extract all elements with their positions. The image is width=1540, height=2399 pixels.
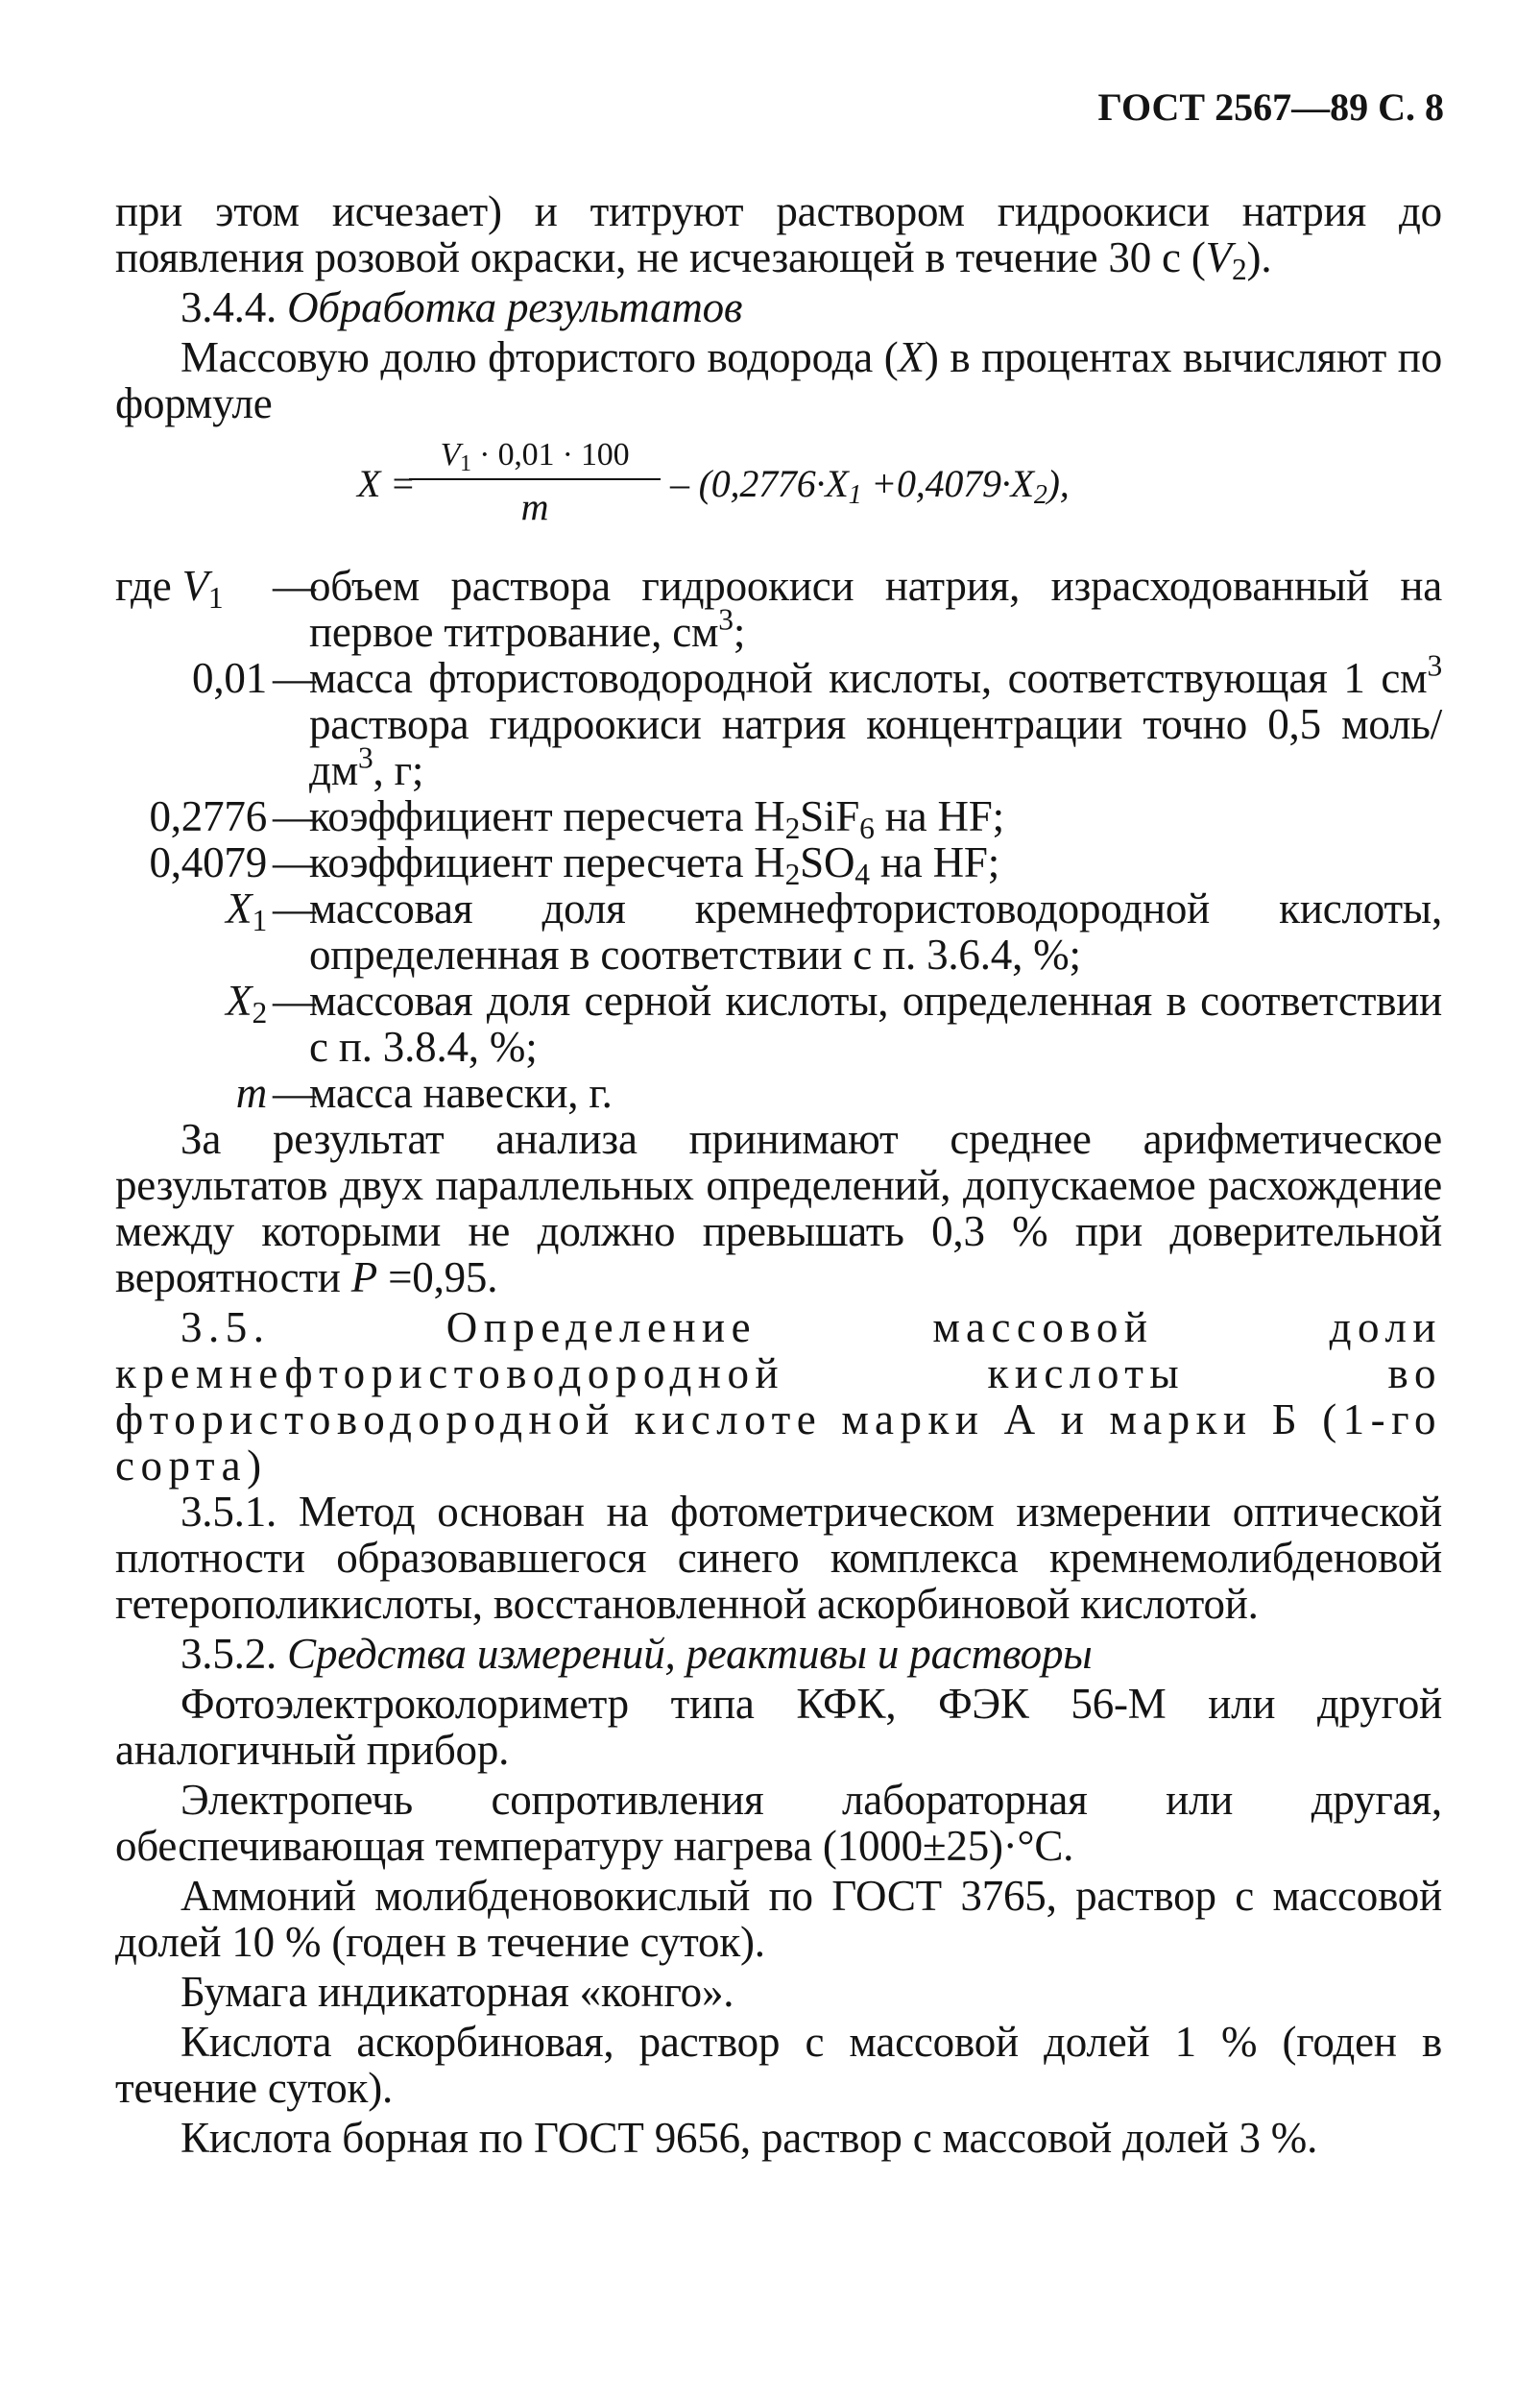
numerator-rest: · 0,01 · 100 xyxy=(470,437,630,473)
formula-rest-sub1: 1 xyxy=(848,480,862,510)
reagent-item: Электропечь сопротивления лабораторная или другая, обеспечивающая температуру нагрева (1000±25)·°С. xyxy=(115,1776,1442,1870)
definition-dash: — xyxy=(273,977,316,1025)
definition-term xyxy=(115,1070,267,1116)
result-paragraph xyxy=(115,1116,1442,1300)
result-text-b: =0,95. xyxy=(377,1253,498,1301)
numerator-var: V xyxy=(440,437,461,473)
definition-desc: массовая доля серной кислоты, определенная в соответствии с п. 3.8.4, %; xyxy=(309,977,1442,1071)
formula-rest-sub2: 2 xyxy=(1033,480,1047,510)
definition-item xyxy=(115,648,1442,794)
desc-sub: 2 xyxy=(784,811,801,845)
section-title: Средства измерений, реактивы и растворы xyxy=(287,1630,1093,1678)
term-var: X xyxy=(226,977,253,1025)
definition-desc xyxy=(309,838,1442,891)
section-3-5-1: 3.5.1. Метод основан на фотометрическом измерении оптической плотности образовавшегося синего комплекса кремнемолибденовой гетерополикислоты, восстановленной аскорбиновой кислотой. xyxy=(115,1488,1442,1628)
term-var: m xyxy=(235,1069,267,1117)
term-var: V xyxy=(181,562,208,610)
desc-sup: 3 xyxy=(357,740,373,775)
definition-desc xyxy=(309,792,1442,845)
definition-term: 0,4079 xyxy=(149,838,267,886)
section-title: Обработка результатов xyxy=(287,283,743,331)
reagent-item: Кислота борная по ГОСТ 9656, раствор с массовой долей 3 %. xyxy=(180,2114,1318,2162)
intro-text: при этом исчезает) и титруют раствором гидроокиси натрия до появления розовой окраски, не исчезающей в течение 30 с ( xyxy=(115,187,1442,281)
document-body xyxy=(115,188,1442,2161)
desc-sub: 6 xyxy=(859,811,875,845)
section-3-5-heading: 3.5. Определение массовой доли кремнефтористоводородной кислоты во фтористоводородной кислоте марки А и марки Б (1-го сорта) xyxy=(115,1303,1442,1490)
desc-text: SiF xyxy=(800,792,860,840)
formula xyxy=(115,434,1442,545)
definition-dash: — xyxy=(273,884,316,933)
desc-sub: 2 xyxy=(784,857,801,891)
desc-text: коэффициент пересчета H xyxy=(309,792,785,840)
definition-term xyxy=(115,977,267,1030)
desc-sup: 3 xyxy=(718,602,734,637)
desc-text: объем раствора гидроокиси натрия, израсходованный на первое титрование, см xyxy=(309,562,1442,656)
desc-sub: 4 xyxy=(854,857,870,891)
desc-end: ; xyxy=(733,608,746,656)
definition-desc xyxy=(309,563,1442,655)
section-number: 3.5.2. xyxy=(180,1630,277,1678)
page-header: ГОСТ 2567—89 С. 8 xyxy=(1097,85,1444,129)
result-var: P xyxy=(350,1253,378,1301)
numerator-var-sub: 1 xyxy=(460,450,471,476)
formula-fraction xyxy=(409,434,661,528)
mass-fraction-var: X xyxy=(898,333,925,381)
definition-item xyxy=(115,885,1442,978)
definition-item xyxy=(115,792,1442,845)
desc-end: , г; xyxy=(373,746,424,794)
definition-dash: — xyxy=(273,838,316,886)
formula-denominator: m xyxy=(520,485,549,528)
formula-rest-mid: +0,4079·X xyxy=(861,462,1034,505)
desc-text: раствора гидроокиси натрия концентрации точно 0,5 моль/дм xyxy=(309,700,1442,794)
reagent-item: Аммоний молибденовокислый по ГОСТ 3765, раствор с массовой долей 10 % (годен в течение суток). xyxy=(115,1872,1442,1966)
term-sub: 2 xyxy=(252,995,267,1030)
intro-var: V xyxy=(1205,233,1232,281)
definition-desc: масса навески, г. xyxy=(309,1069,613,1117)
definition-term: 0,01 xyxy=(192,654,267,702)
mass-fraction-paragraph xyxy=(115,334,1442,426)
desc-text: SO xyxy=(800,838,855,886)
formula-rest-end: ), xyxy=(1047,462,1070,505)
term-sub: 1 xyxy=(252,903,267,937)
desc-end: на HF; xyxy=(874,792,1004,840)
definition-list xyxy=(115,563,1442,1116)
definition-desc: массовая доля кремнефтористоводородной кислоты, определенная в соответствии с п. 3.6.4, %; xyxy=(309,884,1442,979)
definition-item xyxy=(115,978,1442,1070)
desc-text: коэффициент пересчета H xyxy=(309,838,785,886)
definition-term xyxy=(115,562,267,615)
definition-item xyxy=(115,563,1442,655)
section-3-4-4-heading xyxy=(115,284,1442,330)
fraction-bar xyxy=(409,478,661,480)
definition-dash: — xyxy=(273,792,316,840)
intro-var-sub: 2 xyxy=(1231,252,1247,286)
definition-term: 0,2776 xyxy=(149,792,267,840)
definition-item xyxy=(115,1070,1442,1116)
reagent-item: Бумага индикаторная «конго». xyxy=(180,1968,734,2016)
definition-desc xyxy=(309,648,1442,794)
reagent-item: Кислота аскорбиновая, раствор с массовой долей 1 % (годен в течение суток). xyxy=(115,2018,1442,2112)
section-number: 3.4.4. xyxy=(180,283,277,331)
intro-end: ). xyxy=(1246,233,1272,281)
section-3-5-2-heading xyxy=(115,1631,1442,1677)
term-var: X xyxy=(226,884,253,933)
definition-item xyxy=(115,838,1442,891)
formula-numerator xyxy=(409,434,661,476)
definition-dash: — xyxy=(273,1069,316,1117)
formula-rest-a: – (0,2776·X xyxy=(670,462,849,505)
formula-lhs: X = xyxy=(357,462,416,505)
result-text-a: За результат анализа принимают среднее арифметическое результатов двух параллельных определений, допускаемое расхождение между которыми не должно превышать 0,3 % при доверительной вероятности xyxy=(115,1115,1442,1301)
mass-fraction-text-b: ) в процентах вычисляют по формуле xyxy=(115,333,1442,427)
intro-paragraph xyxy=(115,187,1442,286)
desc-sup: 3 xyxy=(1427,648,1442,683)
definition-dash: — xyxy=(273,654,316,702)
reagent-item: Фотоэлектроколориметр типа КФК, ФЭК 56-М или другой аналогичный прибор. xyxy=(115,1680,1442,1774)
term-sub: 1 xyxy=(207,580,224,615)
where-label: где xyxy=(115,562,172,610)
desc-end: на HF; xyxy=(869,838,1000,886)
formula-rest xyxy=(670,461,1070,510)
definition-term xyxy=(115,884,267,937)
mass-fraction-text-a: Массовую долю фтористого водорода ( xyxy=(180,333,899,381)
definition-dash: — xyxy=(273,562,316,610)
desc-text: масса фтористоводородной кислоты, соответствующая 1 см xyxy=(309,654,1428,702)
